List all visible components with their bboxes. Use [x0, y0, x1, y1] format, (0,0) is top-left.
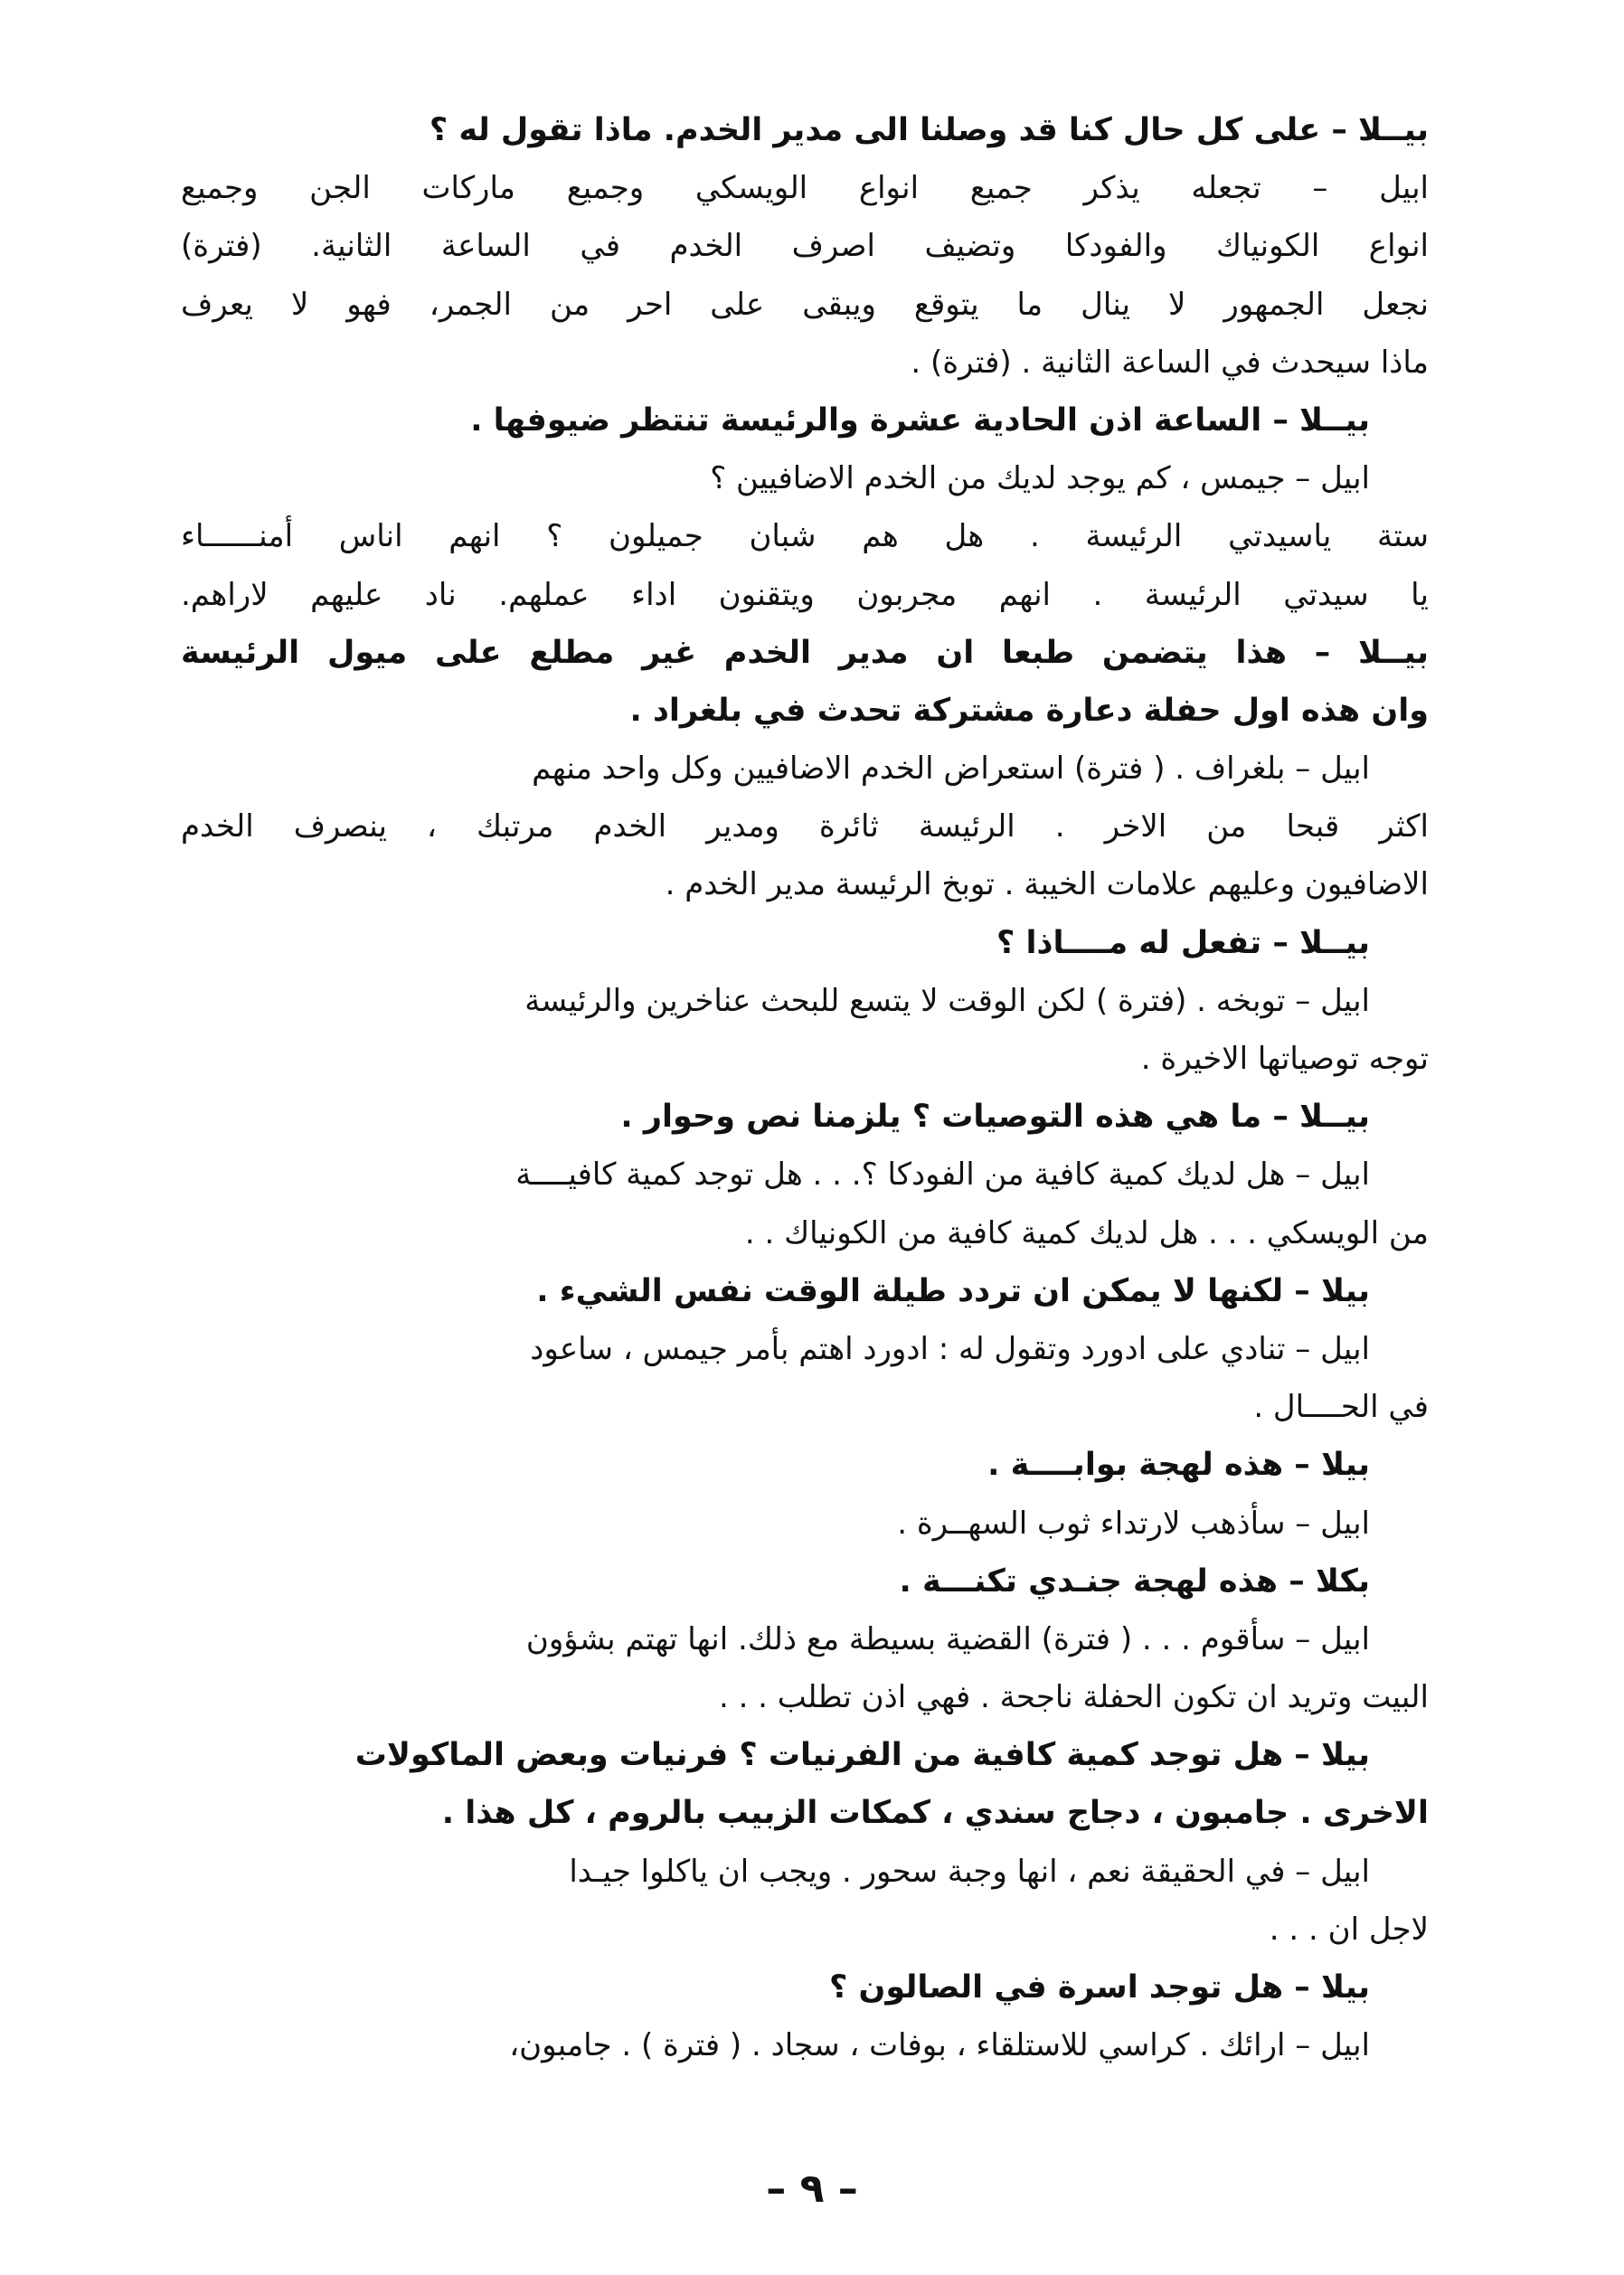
dialogue-line-abel: ابيل – هل لديك كمية كافية من الفودكا ؟. . . هل توجد كمية كافيــــة [515, 1156, 1370, 1194]
dialogue-line-bella: بيلا – هذه لهجة بوابــــة . [987, 1447, 1370, 1484]
dialogue-line-abel-cont: لاجل ان . . . [1269, 1911, 1429, 1948]
dialogue-line-abel: ابيل – سأقوم . . . ( فترة) القضية بسيطة مع ذلك. انها تهتم بشؤون [525, 1620, 1370, 1657]
dialogue-line-bella: بيــلا – تفعل له مــــاذا ؟ [996, 924, 1370, 961]
dialogue-line-abel-cont: اكثر قبحا من الاخر . الرئيسة ثائرة ومدير الخدم مرتبك ، ينصرف الخدم [181, 808, 1429, 845]
dialogue-line-abel-cont: ماذا سيحدث في الساعة الثانية . (فترة) . [911, 344, 1429, 381]
dialogue-line-abel: ابيل – سأذهب لارتداء ثوب السهــرة . [897, 1505, 1370, 1542]
dialogue-line-bella-cont: وان هذه اول حفلة دعارة مشتركة تحدث في بلغراد . [629, 692, 1429, 729]
dialogue-line-abel-cont: انواع الكونياك والفودكا وتضيف اصرف الخدم في الساعة الثانية. (فترة) [181, 228, 1429, 265]
dialogue-line-abel: ابيل – ارائك . كراسي للاستلقاء ، بوفات ، سجاد . ( فترة ) . جامبون، [509, 2027, 1370, 2064]
dialogue-line-bella: بيلا – لكنها لا يمكن ان تردد طيلة الوقت نفس الشيء . [536, 1272, 1370, 1309]
dialogue-line-abel: ابيل – جيمس ، كم يوجد لديك من الخدم الاضافيين ؟ [710, 460, 1370, 497]
dialogue-line-bella: بيــلا – الساعة اذن الحادية عشرة والرئيسة تنتظر ضيوفها . [470, 401, 1370, 439]
dialogue-line-abel-cont: ستة ياسيدتي الرئيسة . هل هم شبان جميلون ؟ انهم اناس أمنــــــاء [181, 518, 1429, 555]
dialogue-line-abel-cont: الاضافيون وعليهم علامات الخيبة . توبخ الرئيسة مدير الخدم . [665, 866, 1429, 903]
dialogue-line-abel-cont: توجه توصياتها الاخيرة . [1140, 1041, 1429, 1077]
dialogue-line-bella: بكلا – هذه لهجة جنـدي تكنـــة . [899, 1562, 1370, 1600]
dialogue-line-abel-cont: البيت وتريد ان تكون الحفلة ناجحة . فهي اذن تطلب . . . [718, 1679, 1429, 1716]
dialogue-line-bella: بيلا – هل توجد اسرة في الصالون ؟ [828, 1969, 1370, 2006]
dialogue-line-abel: ابيل – تجعله يذكر جميع انواع الويسكي وجميع ماركات الجن وجميع [181, 170, 1429, 207]
page-number: – ٩ – [766, 2166, 858, 2212]
play-text-page [181, 101, 1429, 2074]
dialogue-line-bella: بيــلا – على كل حال كنا قد وصلنا الى مدير الخدم. ماذا تقول له ؟ [429, 112, 1429, 148]
dialogue-line-bella: بيــلا – هذا يتضمن طبعا ان مدير الخدم غير مطلع على ميول الرئيسة [181, 634, 1429, 671]
dialogue-line-abel-cont: من الويسكي . . . هل لديك كمية كافية من الكونياك . . [744, 1214, 1429, 1251]
dialogue-line-abel: ابيل – تنادي على ادورد وتقول له : ادورد اهتم بأمر جيمس ، ساعود [530, 1330, 1370, 1367]
dialogue-line-abel: ابيل – توبخه . (فترة ) لكن الوقت لا يتسع للبحث عناخرين والرئيسة [524, 982, 1370, 1019]
dialogue-line-abel-cont: في الحــــال . [1253, 1389, 1429, 1426]
dialogue-line-bella: بيــلا – ما هي هذه التوصيات ؟ يلزمنا نص وحوار . [620, 1099, 1370, 1136]
dialogue-line-abel: ابيل – في الحقيقة نعم ، انها وجبة سحور . ويجب ان ياكلوا جيـدا [569, 1853, 1370, 1890]
dialogue-line-abel: ابيل – بلغراف . ( فترة) استعراض الخدم الاضافيين وكل واحد منهم [532, 750, 1370, 788]
dialogue-line-bella: بيلا – هل توجد كمية كافية من الفرنيات ؟ فرنيات وبعض الماكولات [354, 1737, 1370, 1774]
dialogue-line-bella-cont: الاخرى . جامبون ، دجاج سندي ، كمكات الزبيب بالروم ، كل هذا . [441, 1795, 1429, 1832]
dialogue-line-abel-cont: نجعل الجمهور لا ينال ما يتوقع ويبقى على احر من الجمر، فهو لا يعرف [181, 286, 1429, 323]
dialogue-line-abel-cont: يا سيدتي الرئيسة . انهم مجربون ويتقنون اداء عملهم. ناد عليهم لاراهم. [181, 576, 1429, 613]
